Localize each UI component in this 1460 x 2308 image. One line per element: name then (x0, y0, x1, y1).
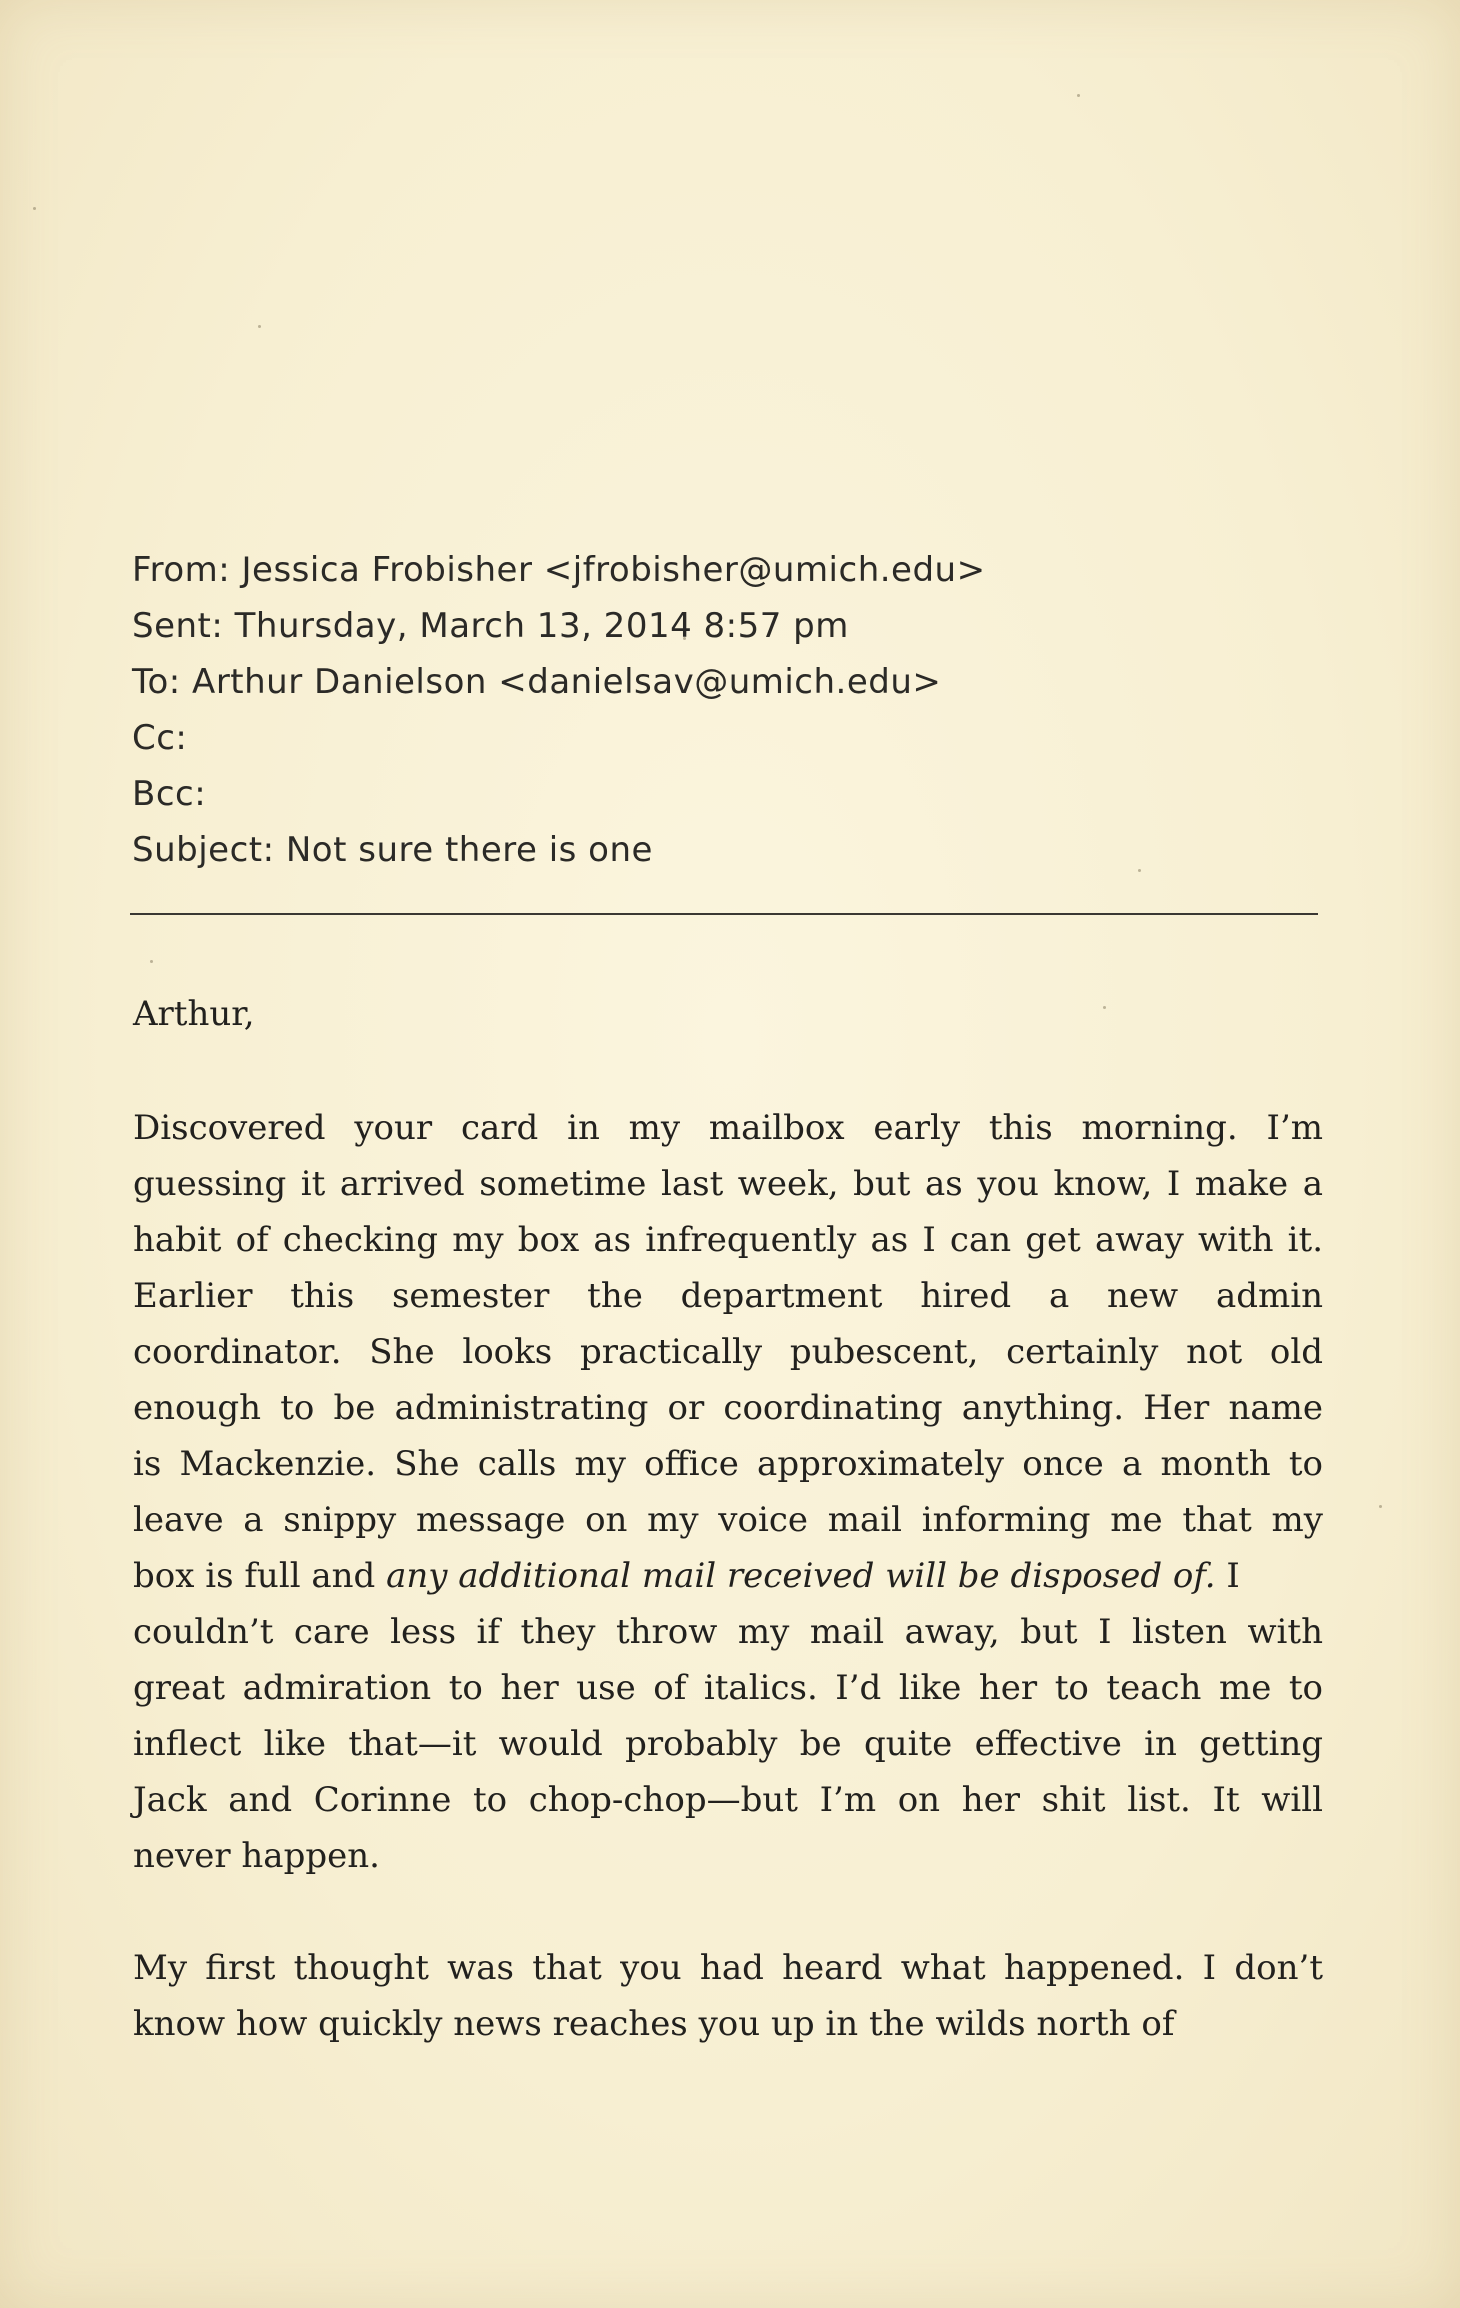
text-line: Jack and Corinne to chop-chop—but I’m on her shit list. It will (133, 1780, 1323, 1820)
email-from: From: Jessica Frobisher <jfrobisher@umich.edu> (132, 550, 986, 590)
email-sent: Sent: Thursday, March 13, 2014 8:57 pm (132, 606, 849, 646)
text-line: leave a snippy message on my voice mail informing me that my (133, 1500, 1323, 1540)
email-header (132, 542, 1312, 878)
salutation: Arthur, (133, 994, 255, 1034)
paper-speck (1379, 1505, 1382, 1508)
text-line: couldn’t care less if they throw my mail away, but I listen with (133, 1612, 1323, 1652)
paragraph-1 (133, 1100, 1323, 1884)
paper-speck (150, 960, 153, 963)
text-line: inflect like that—it would probably be quite effective in getting (133, 1724, 1323, 1764)
paper-speck (1077, 94, 1080, 97)
text-line-with-italics (133, 1548, 1323, 1604)
email-to: To: Arthur Danielson <danielsav@umich.edu> (132, 662, 942, 702)
text-line: guessing it arrived sometime last week, but as you know, I make a (133, 1164, 1323, 1204)
paragraph-2 (133, 1940, 1323, 2052)
header-divider (130, 913, 1318, 915)
text-segment: box is full and (133, 1556, 387, 1596)
email-cc: Cc: (132, 718, 188, 758)
text-line: Earlier this semester the department hired a new admin (133, 1276, 1323, 1316)
text-line: My first thought was that you had heard what happened. I don’t (133, 1948, 1323, 1988)
text-line: great admiration to her use of italics. I’d like her to teach me to (133, 1668, 1323, 1708)
email-bcc: Bcc: (132, 774, 207, 814)
letter-body (133, 986, 1323, 2108)
text-line: enough to be administrating or coordinating anything. Her name (133, 1388, 1323, 1428)
paper-speck (33, 207, 36, 210)
text-line: never happen. (133, 1836, 380, 1876)
text-line: habit of checking my box as infrequently as I can get away with it. (133, 1220, 1323, 1260)
email-subject: Subject: Not sure there is one (132, 830, 653, 870)
text-line: know how quickly news reaches you up in the wilds north of (133, 2004, 1175, 2044)
text-segment: I (1215, 1556, 1240, 1596)
text-line: is Mackenzie. She calls my office approximately once a month to (133, 1444, 1323, 1484)
text-line: Discovered your card in my mailbox early this morning. I’m (133, 1108, 1323, 1148)
text-line: coordinator. She looks practically pubescent, certainly not old (133, 1332, 1323, 1372)
italic-phrase: any additional mail received will be disposed of. (386, 1556, 1216, 1596)
paper-speck (258, 325, 261, 328)
